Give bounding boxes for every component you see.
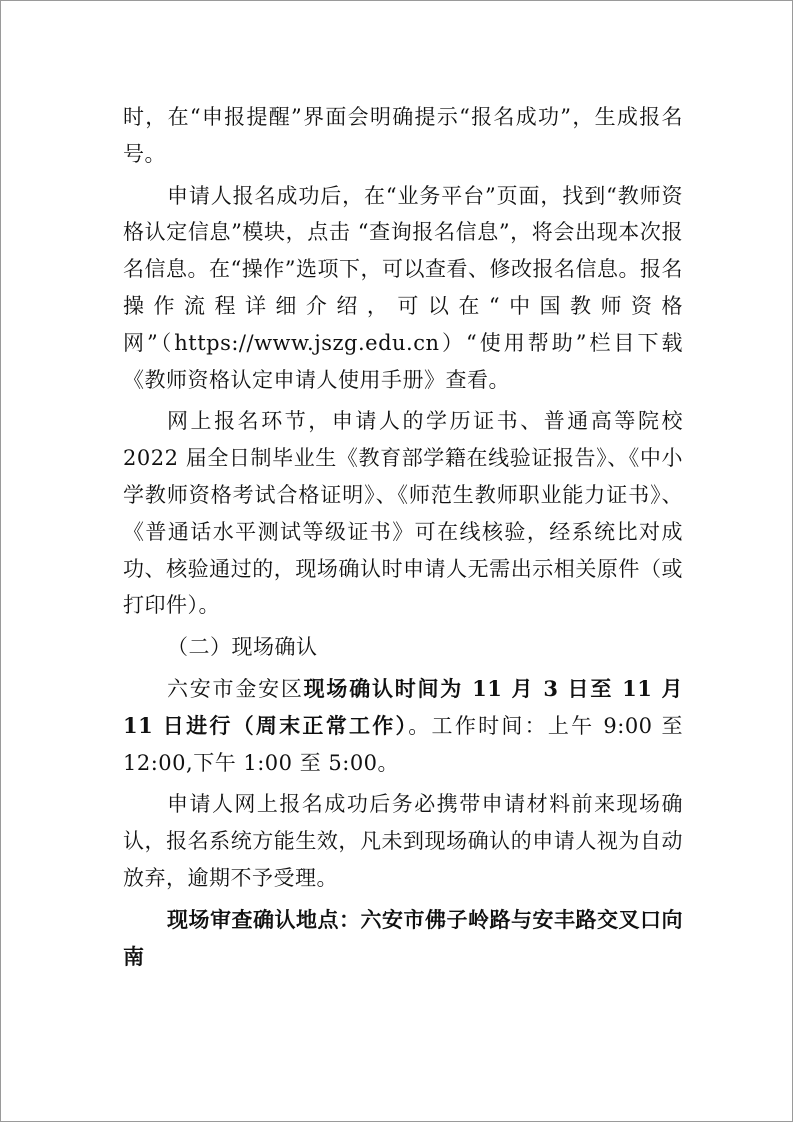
working-hours-text: 。工作时间：上午 9:00 至 12:00,下午 1:00 至 5:00。 bbox=[123, 713, 683, 775]
paragraph-bring-materials: 申请人网上报名成功后务必携带申请材料前来现场确认，报名系统方能生效，凡未到现场确认的申请人视为自动放弃，逾期不予受理。 bbox=[123, 792, 683, 890]
document-body bbox=[123, 99, 683, 975]
district-text: 六安市金安区 bbox=[167, 676, 304, 701]
section-heading-onsite-confirmation: （二）现场确认 bbox=[167, 635, 318, 660]
paragraph-query-registration: 申请人报名成功后，在“业务平台”页面，找到“教师资格认定信息”模块，点击 “查询报名信息”，将会出现本次报名信息。在“操作”选项下，可以查看、修改报名信息。报名操作流程详细介绍，可以在“中国教师资格网”（https://www.jszg.edu.cn）“使用帮助”栏目下载《教师资格认定申请人使用手册》查看。 bbox=[123, 183, 683, 392]
paragraph-confirmation-location: 现场审查确认地点：六安市佛子岭路与安丰路交叉口向南 bbox=[123, 906, 683, 969]
paragraph-online-verification: 网上报名环节，申请人的学历证书、普通高等院校 2022 届全日制毕业生《教育部学籍在线验证报告》、《中小学教师资格考试合格证明》、《师范生教师职业能力证书》、《普通话水平测试等级证书》可在线核验，经系统比对成功、核验通过的，现场确认时申请人无需出示相关原件（或打印件）。 bbox=[123, 409, 683, 618]
confirmation-period-bold: 现场确认时间为 11 月 3 日至 11 月 11 日进行（周末正常工作） bbox=[123, 675, 683, 738]
paragraph-confirmation-time bbox=[123, 671, 683, 781]
paragraph-application-reminder: 时，在“申报提醒”界面会明确提示“报名成功”，生成报名号。 bbox=[123, 105, 683, 166]
